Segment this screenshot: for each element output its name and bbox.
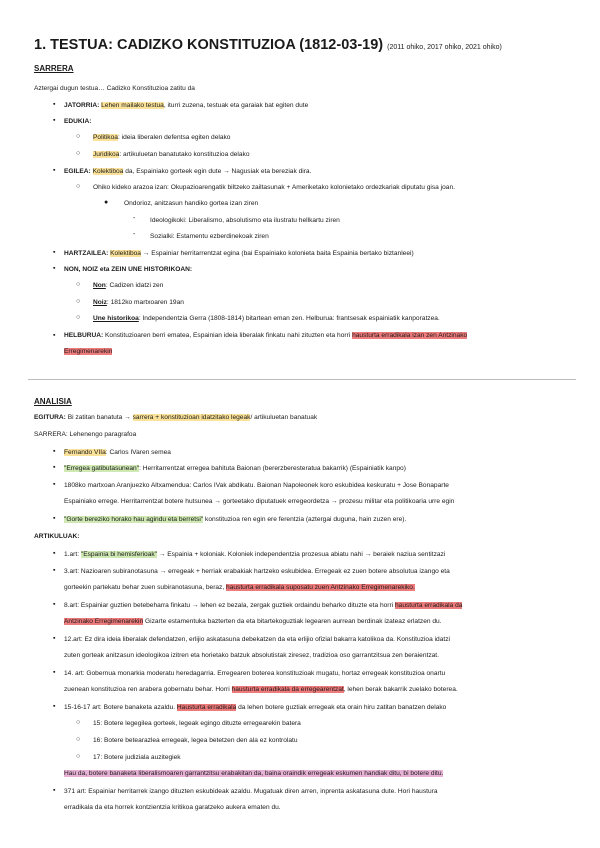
art15-sub-1: 15: Botere legegilea gorteek, legeak egingo dituzte erregearekin batera (93, 720, 301, 727)
analisia-heading: ANALISIA (34, 397, 72, 406)
sarrera-paragraph-label: SARRERA: Lehenengo paragrafoa (34, 431, 137, 438)
artikuluak-label: ARTIKULUAK: (34, 533, 80, 540)
bullet-circle: ○ (76, 281, 81, 288)
bullet-dot: ▪ (53, 481, 56, 488)
bullet-dot: ▪ (53, 265, 56, 272)
bullet-dot: ▪ (53, 567, 56, 574)
ideologikoki-line: Ideologikoki: Liberalismo, absolutismo eta ilustratu hellkartu ziren (150, 217, 340, 224)
art1-line: 1.art: "Espainia bi hemisferioak" → Espainia + koloniak. Koloniek independentzia prozesua abiatu nahi → beraiek naziua sentitzazi (64, 551, 446, 558)
bullet-dot: ▪ (53, 101, 56, 108)
ondorioz-line: Ondorioz, anitzasun handiko gortea izan ziren (124, 200, 259, 207)
bullet-dot: ▪ (53, 464, 56, 471)
hau-da-line: Hau da, botere banaketa liberalismoaren garrantzitsu erabakitan da, baina oraindik erregeak eskumen handiak ditu, bi botere ditu. (64, 770, 444, 777)
dash-marker: - (133, 215, 136, 222)
juridikoa-line: Juridikoa: artikuluetan banatutako konstituzioa delako (93, 151, 250, 158)
art14-line-1: 14. art: Gobernua monarkia moderatu heredagarria. Erregearen boterea konstituzioak mugatu, hortaz erregeak konstituzioa onartu (64, 670, 446, 677)
art14-line-2: zuenean konstituzioa ren arabera gobernatu behar. Horri hausturta erradikala da erregearentzat, lehen berak bakarrik zuelako boterea. (64, 686, 458, 693)
ohiko-line: Ohiko kideko arazoa izan: Okupazioarengatik biltzeko zailtasunak + Ameriketako kolonietako ordezkariak diputatu gisa joan. (93, 184, 455, 191)
bullet-dot: ▪ (53, 448, 56, 455)
jatorria-line: JATORRIA: Lehen mailako testua, iturri zuzena, testuak eta garaiak bat egiten dute (64, 102, 309, 109)
edukia-line: EDUKIA: (64, 118, 92, 125)
baiona-line-2: Espainiako errege. Herritarrentzat botere hutsunea → gorteetako diputatuek erregeordetza → prozesu militar eta politikoaria urre egin (64, 498, 455, 505)
art15-sub-3: 17: Botere judiziala auzitegiek (93, 754, 181, 761)
art8-line-1: 8.art: Espainiar guztien betebeharra finkatu → lehen ez bezala, zergak guztiek ordaindu beharko dituzte eta horri hausturta erradikala da (64, 602, 463, 609)
art12-line-1: 12.art: Ez dira ideia liberalak defendatzen, erlijio askatasuna debekatzen da eta erlijio ofizial bakarra katolikoa da. Konstituzioa idatzi (64, 636, 450, 643)
bullet-dot: ▪ (53, 635, 56, 642)
exam-years: (2011 ohiko, 2017 ohiko, 2021 ohiko) (387, 44, 502, 51)
bullet-dot: ▪ (53, 117, 56, 124)
bullet-circle: ○ (76, 133, 81, 140)
bullet-dot: ▪ (53, 167, 56, 174)
bullet-dot: ▪ (53, 332, 56, 339)
noiz-item: Noiz: 1812ko martxoaren 19an (93, 299, 184, 306)
bullet-dot: ▪ (53, 787, 56, 794)
art15-sub-2: 16: Botere betearazlea erregeak, legea betetzen den ala ez kontrolatu (93, 737, 298, 744)
non-item: Non: Cadizen idatzi zen (93, 282, 164, 289)
bullet-dot: ▪ (53, 550, 56, 557)
une-item: Une historikoa: Independentzia Gerra (1808-1814) bitartean eman zen. Helburua: frantsesak espainiatik kanporatzea. (93, 315, 440, 322)
bullet-circle: ○ (76, 736, 81, 743)
erregea-line: "Erregea gatibutasunean": Herritarrentzat erregea bahituta Baionan (bererzberesteratua bakarrik) (Espainiatik kanpo) (64, 465, 406, 472)
non-noiz-line: NON, NOIZ eta ZEIN UNE HISTORIKOAN: (64, 266, 193, 273)
art371-line-1: 371 art: Espainiar herritarrek izango dituzten eskubideak azaldu. Mugatuak diren arren, inprenta askatasuna dute. Hori haustura (64, 788, 438, 795)
bullet-circle: ○ (76, 183, 81, 190)
bullet-dot: ▪ (53, 601, 56, 608)
bullet-circle: ○ (76, 753, 81, 760)
bullet-dot: ▪ (53, 669, 56, 676)
egitura-line: EGITURA: Bi zatitan banatuta → sarrera + konstituzioan idatzitako legeak/ artikuluetan banatuak (34, 414, 318, 421)
bullet-dot: ▪ (53, 703, 56, 710)
bullet-circle: ○ (76, 719, 81, 726)
intro-line: Aztergai dugun testua… Cadizko Konstituzioa zatitu da (34, 85, 195, 92)
bullet-dot: ▪ (53, 249, 56, 256)
gorte-line: "Gorte bereziko horako hau agindu eta berretsi" konstituzioa ren egin ere ferentzia (aztergai duguna, hain zuzen ere). (64, 516, 407, 523)
politikoa-line: Politikoa: ideia liberalen defentsa egiten delako (93, 134, 231, 141)
sarrera-heading: SARRERA (34, 64, 74, 73)
bullet-circle: ○ (76, 150, 81, 157)
art3-line-1: 3.art: Nazioaren subiranotasuna → erregeak + herriak erabakiak hartzeko eskubidea. Erregeak ez zuen botere absolutua izango eta (64, 568, 450, 575)
egilea-line: EGILEA: Kolektiboa da, Espainiako gorteek egin dute → Nagusiak eta bereziak dira. (64, 168, 312, 175)
baiona-line-1: 1808ko martxoan Aranjuezko Altxamendua: Carlos IVak abdikatu. Baionan Napoleonek koro eskubidea keskuratu + Jose Bonaparte (64, 482, 449, 489)
bullet-disc: ● (104, 199, 109, 206)
art15-line: 15-16-17 art: Botere banaketa azaldu. Hausturta erradikala da lehen botere guztiak erregeak eta orain hiru zatitan banatzen delako (64, 704, 447, 711)
page-title: 1. TESTUA: CADIZKO KONSTITUZIOA (1812-03-19) (2011 ohiko, 2017 ohiko, 2021 ohiko) (34, 37, 502, 53)
bullet-circle: ○ (76, 298, 81, 305)
section-divider (28, 379, 576, 380)
sozialki-line: Sozialki: Estamentu ezberdinekoak ziren (150, 233, 269, 240)
art12-line-2: zuten gorteak anitzasun ideologikoa izitren eta horietako batzuk absolutistak ziresez, tradizioa oso garrantzitsua zen beraientzat. (64, 652, 439, 659)
helburua-paragraph: HELBURUA: Konstituzioaren berri ematea, Espainian ideia liberalak finkatu nahi zituzten eta horri hausturta erradikala izan zen Antzinako Erregimenarekin (64, 332, 468, 355)
bullet-circle: ○ (76, 314, 81, 321)
art3-line-2: gorteekin partekatu behar zuen subiranotasuna, beraz, hausturta erradikala suposatu zuen Antzinako Erregimenarekiko. (64, 584, 415, 591)
fernando-line: Fernando VIIa: Carlos IVaren semea (64, 449, 171, 456)
art371-line-2: erradikala da eta horrek kontzientzia kritikoa garatzeko aukera ematen du. (64, 804, 281, 811)
bullet-dot: ▪ (53, 515, 56, 522)
hartzailea-line: HARTZAILEA: Kolektiboa → Espainiar herritarrentzat egina (bai Espainiako kolonieta baita Espainia bertako biztanleei) (64, 250, 414, 257)
art8-line-2: Antzinako Erregimenarekin Gizarte estamentuka bazterten da eta bitartekoguztiak legearen aurrean berdinak izateaz erlatzen du. (64, 618, 442, 625)
dash-marker: - (133, 231, 136, 238)
